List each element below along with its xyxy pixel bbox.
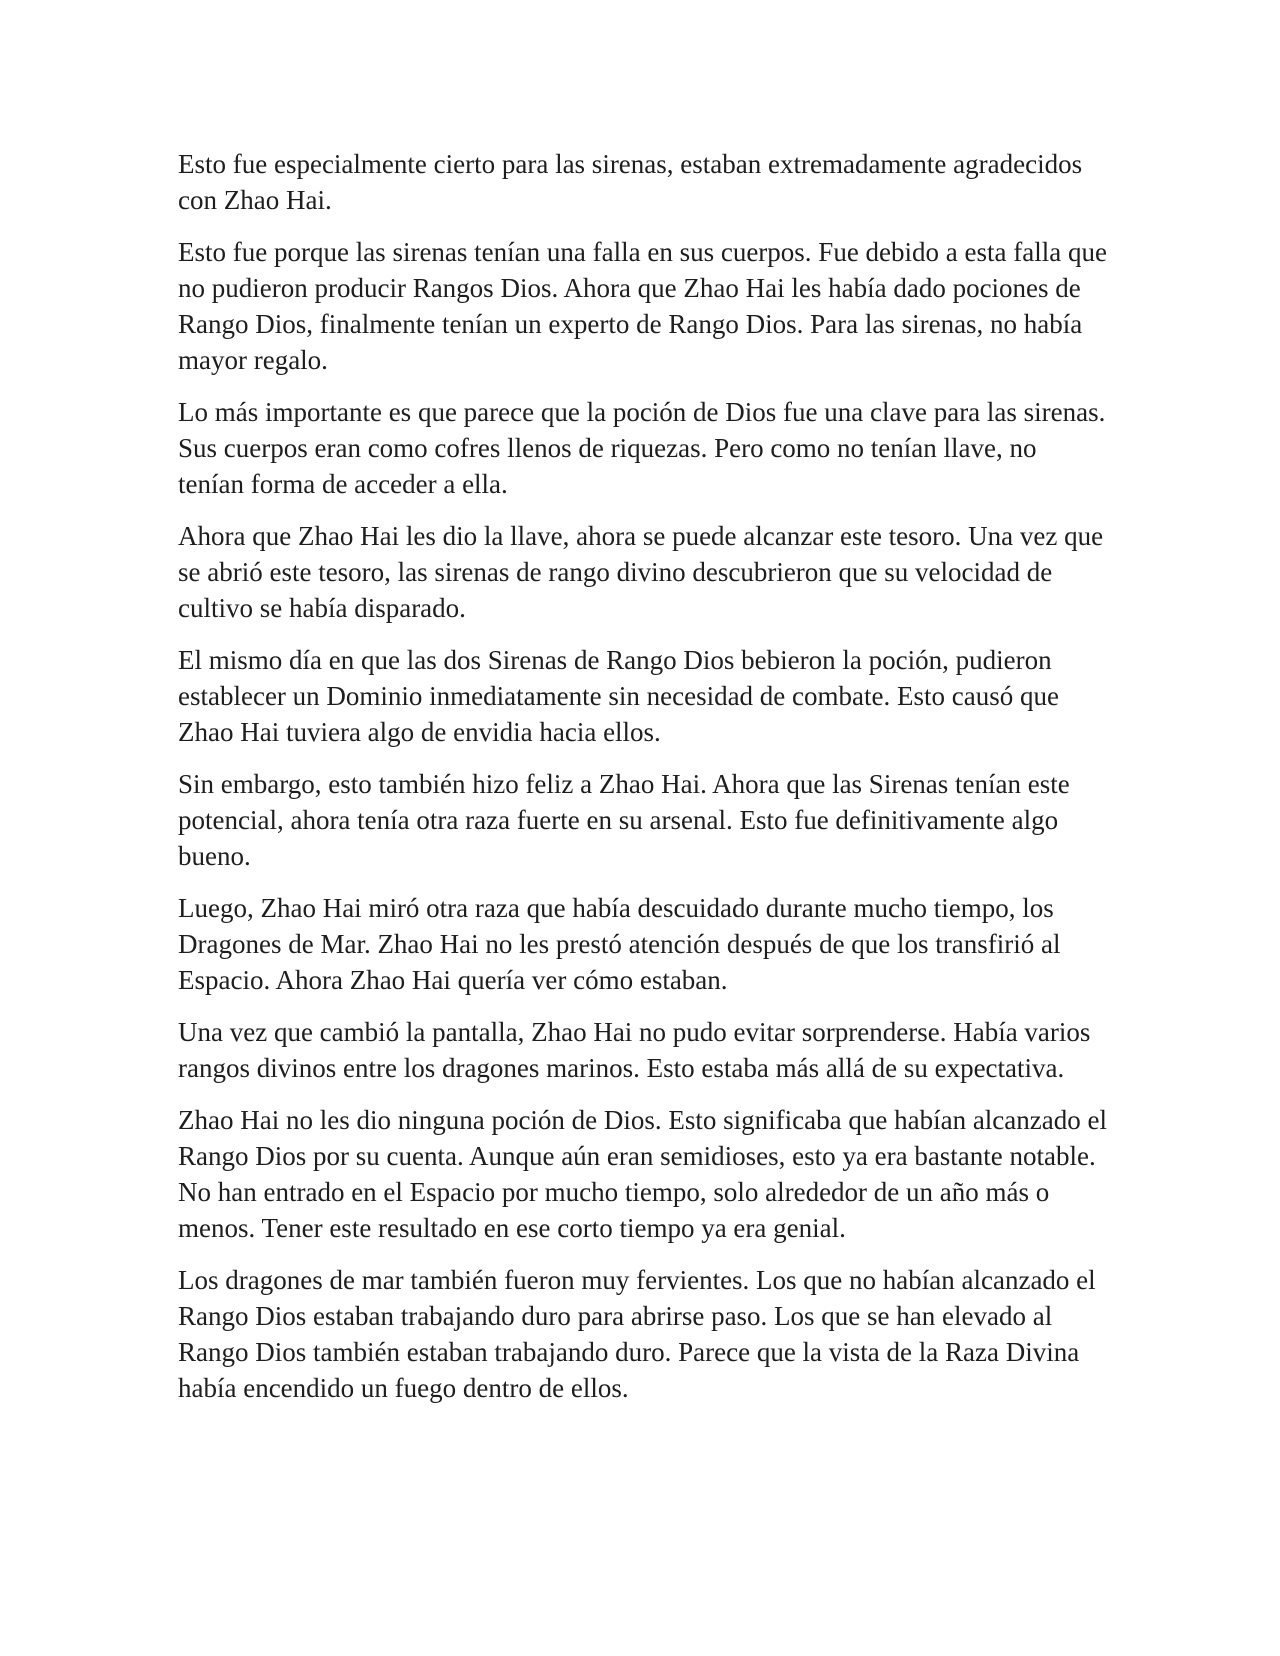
paragraph-1: Esto fue especialmente cierto para las sirenas, estaban extremadamente agradecidos con Zhao Hai. [178,149,1083,215]
paragraph-6: Sin embargo, esto también hizo feliz a Zhao Hai. Ahora que las Sirenas tenían este potencial, ahora tenía otra raza fuerte en su arsenal. Esto fue definitivamente algo bueno. [178,769,1070,871]
paragraph-4: Ahora que Zhao Hai les dio la llave, ahora se puede alcanzar este tesoro. Una vez que se abrió este tesoro, las sirenas de rango divino descubrieron que su velocidad de cultivo se había disparado. [178,521,1104,623]
paragraph-3: Lo más importante es que parece que la poción de Dios fue una clave para las sirenas. Sus cuerpos eran como cofres llenos de riquezas. Pero como no tenían llave, no tenían forma de acceder a ella. [178,397,1106,499]
paragraph-10: Los dragones de mar también fueron muy fervientes. Los que no habían alcanzado el Rango Dios estaban trabajando duro para abrirse paso. Los que se han elevado al Rango Dios también estaban trabajando duro. Parece que la vista de la Raza Divina había encendido un fuego dentro de ellos. [178,1265,1096,1403]
paragraph-7: Luego, Zhao Hai miró otra raza que había descuidado durante mucho tiempo, los Dragones de Mar. Zhao Hai no les prestó atención después de que los transfirió al Espacio. Ahora Zhao Hai quería ver cómo estaban. [178,893,1061,995]
paragraph-8: Una vez que cambió la pantalla, Zhao Hai no pudo evitar sorprenderse. Había varios rangos divinos entre los dragones marinos. Esto estaba más allá de su expectativa. [178,1017,1091,1083]
paragraph-5: El mismo día en que las dos Sirenas de Rango Dios bebieron la poción, pudieron establecer un Dominio inmediatamente sin necesidad de combate. Esto causó que Zhao Hai tuviera algo de envidia hacia ellos. [178,645,1059,747]
document-page [178,146,1108,1422]
paragraph-2: Esto fue porque las sirenas tenían una falla en sus cuerpos. Fue debido a esta falla que no pudieron producir Rangos Dios. Ahora que Zhao Hai les había dado pociones de Rango Dios, finalmente tenían un experto de Rango Dios. Para las sirenas, no había mayor regalo. [178,237,1107,375]
paragraph-9: Zhao Hai no les dio ninguna poción de Dios. Esto significaba que habían alcanzado el Rango Dios por su cuenta. Aunque aún eran semidioses, esto ya era bastante notable. No han entrado en el Espacio por mucho tiempo, solo alrededor de un año más o menos. Tener este resultado en ese corto tiempo ya era genial. [178,1105,1107,1243]
